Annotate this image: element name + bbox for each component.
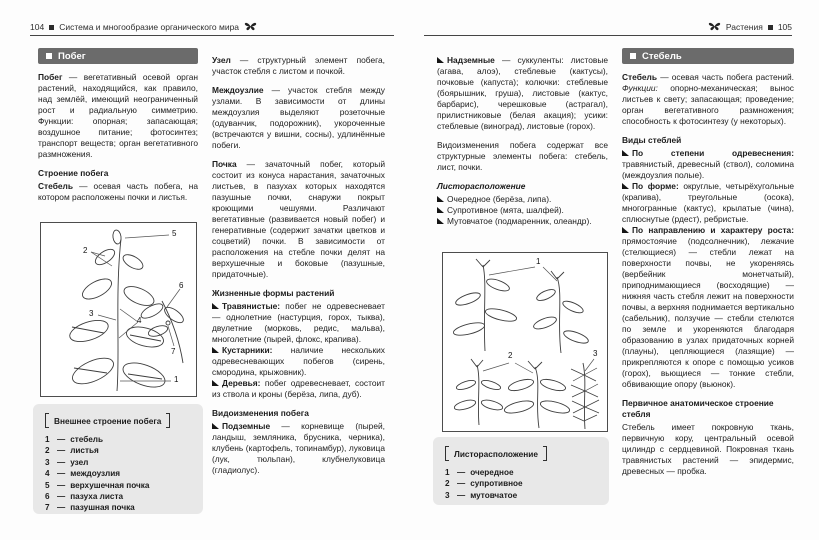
heading-vidy-steblei: Виды стеблей (622, 135, 682, 145)
butterfly-icon (244, 22, 257, 33)
bullet-podzemnye: Подземные — корневище (пырей, ландыш, земляника, брусника, черника), клубень (картофель, топинамбур), луковица (лук, тюльпан), клубнелуковица (гладиолус). (212, 421, 386, 475)
paragraph-mezhdouzlie: Междоузлие — участок стебля между узлами. В зависимости от длины междоузлия выделяют розеточные (одуванчик, подорожник), укороченные (встречаются у вишни, сосны), удлинённые побеги. (212, 85, 385, 150)
figure-label-1: 1 (536, 257, 541, 266)
label-funktsii: Функции: (622, 83, 658, 93)
section-title: Стебель (642, 50, 682, 62)
figure-label-6: 6 (179, 281, 184, 290)
figure-label-2: 2 (508, 351, 513, 360)
figure-label-2: 2 (83, 246, 88, 255)
bullet-flag-icon (437, 218, 444, 224)
bracket-left-icon (445, 446, 449, 461)
legend-item: 3 — мутовчатое (445, 490, 518, 500)
paragraph-anatomy: Стебель имеет покровную ткань, первичную кору, центральный осевой цилиндр с сердцевиной. Покровная ткань травянистых растений — эпидермис, древесных — пробка. (622, 422, 794, 476)
legend-item: 3 — узел (45, 457, 89, 467)
page-number-right: 105 (777, 22, 792, 32)
legend-item: 1 — очередное (445, 468, 514, 477)
legend-item: 1 — стебель (45, 435, 104, 444)
legend-title-box (45, 413, 170, 428)
square-separator-icon (49, 25, 54, 30)
column-pobeg-left (38, 48, 198, 211)
paragraph-stebel-definition: Стебель — осевая часть побега растений. Функции: опорно-механическая; вынос листьев к свету; запасающая; проведение; орган вегетативного размножения; способность к фотосинтезу (у некоторых). (622, 72, 795, 126)
section-header-stebel (622, 48, 794, 64)
legend-item: 2 — листья (45, 446, 99, 456)
paragraph-vidoizmeneniya-contain: Видоизменения побега содержат все структурные элементы побега: стебель, лист, почки. (437, 140, 608, 172)
bullet-po-napravleniyu: По направлению и характеру роста: прямостоячие (подсолнечник), лежачие (стелющиеся) — стебли лежат на поверхности почвы, не укореняясь (вербейник монетчатый), приподнимающиеся (восходящие) — нижняя часть стебля лежит на поверхности почвы, а верхняя поднимается вертикально (сабельник), ползучие — стебли стелются по земле и укореняются благодаря образованию в узлах придаточных корней (плауны), цепляющиеся (лазящие) — прикрепляются к опоре с помощью усиков (горох), вьющиеся — тонкие стебли, обвивающие опору (вьюнок). (622, 225, 794, 389)
legend-leaf-arrangement (433, 437, 609, 505)
bullet-travyanistye: Травянистые: побег не одревесневает — однолетние (настурция, горох, тыква), двулетние (морковь, редис, мальва), многолетние (пырей, флокс, крапива). (212, 301, 385, 344)
bullet-mutovchatoe: Мутовчатое (подмаренник, олеандр). (437, 216, 608, 227)
term-mezhdouzlie: Междоузлие (212, 85, 264, 95)
figure-label-4: 4 (137, 316, 142, 325)
bullet-flag-icon (212, 423, 219, 429)
section-title: Побег (58, 50, 86, 62)
heading-anatomy: Первичное анатомическое строение стебля (622, 398, 774, 419)
bullet-suprotivnoe: Супротивное (мята, шалфей). (437, 205, 608, 216)
bullet-flag-icon (437, 196, 444, 202)
bullet-po-stepeni: По степени одревеснения: травянистый, древесный (ствол), соломина (междоузлия полые). (622, 148, 794, 180)
paragraph-uzel: Узел — структурный элемент побега, участок стебля с листом и почкой. (212, 55, 386, 76)
butterfly-icon (708, 22, 721, 33)
bullet-flag-icon (212, 347, 219, 353)
heading-life-forms: Жизненные формы растений (212, 288, 335, 298)
heading-stroenie-pobega: Строение побега (38, 168, 109, 178)
legend-title: Внешнее строение побега (54, 415, 162, 426)
bullet-kustarniki: Кустарники: наличие нескольких одревесневающих побегов (сирень, смородина, крыжовник). (212, 345, 385, 377)
paragraph-pochka: Почка — зачаточный побег, который состоит из конуса нарастания, зачаточных листьев, в пазухах которых находятся пазушные почки, снаружи покрыт кроющими чешуями. Различают вегетативные (развивается новый побег) и генеративные (содержит зачатки цветков и соцветий) почки. В зависимости от расположения на стебле почки делят на верхушечные и боковые (пазушные, придаточные). (212, 159, 385, 279)
term-uzel: Узел (212, 55, 231, 65)
figure-label-7: 7 (171, 347, 176, 356)
legend-item: 6 — пазуха листа (45, 492, 124, 502)
figure-label-5: 5 (172, 229, 177, 238)
legend-item: 7 — пазушная почка (45, 503, 135, 513)
legend-title-box (445, 446, 547, 461)
page-number-left: 104 (30, 22, 45, 32)
bullet-flag-icon (212, 303, 219, 309)
white-square-icon (630, 53, 636, 59)
bullet-po-forme: По форме: округлые, четырёхугольные (крапива), треугольные (осока), многогранные (кактус), крылатые (чина), сплюснутые (рдест), ребристые. (622, 181, 794, 224)
bullet-nadzemnye: Надземные — суккуленты: листовые (агава, алоэ), стеблевые (кактусы), почковые (капуста); колючки: стеблевые (боярышник, груша), листовые (кактус, барбарис), черешковые (астрагал), прилистниковые (белая акация); усики: стеблевые (виноград), листовые (горох). (437, 55, 609, 131)
bullet-flag-icon (437, 207, 444, 213)
figure-label-3: 3 (593, 349, 598, 358)
legend-title: Листорасположение (454, 448, 538, 459)
legend-item: 5 — верхушечная почка (45, 480, 150, 490)
section-header-pobeg (38, 48, 198, 64)
term-pochka: Почка (212, 159, 237, 169)
figure-label-1: 1 (174, 375, 179, 384)
running-head-right (424, 19, 792, 36)
column-rasteniya-left (437, 48, 608, 227)
bullet-flag-icon (212, 380, 219, 386)
figure-leaf-arrangement (442, 252, 608, 432)
bullet-flag-icon (622, 227, 629, 233)
bracket-right-icon (166, 413, 170, 428)
column-stebel (622, 48, 794, 477)
bracket-left-icon (45, 413, 49, 428)
figure-label-3: 3 (89, 309, 94, 318)
legend-shoot-structure (33, 404, 203, 514)
bullet-derevya: Деревья: побег одревесневает, состоит из ствола и кроны (берёза, липа, дуб). (212, 378, 385, 399)
term-pobeg: Побег (38, 72, 63, 82)
term-stebel: Стебель (38, 181, 73, 191)
bullet-ocherednoe: Очередное (берёза, липа). (437, 194, 608, 205)
paragraph-stebel-definition: Стебель — осевая часть побега, на котором расположены почки и листья. (38, 181, 198, 202)
bullet-flag-icon (437, 57, 444, 63)
bullet-flag-icon (622, 183, 629, 189)
figure-shoot-structure (40, 222, 197, 397)
term-stebel: Стебель (622, 72, 657, 82)
white-square-icon (46, 53, 52, 59)
running-title-left: Система и многообразие органического мира (59, 22, 240, 32)
paragraph-pobeg-definition: Побег — вегетативный осевой орган растений, находящийся, как правило, над землёй, имеющий неограниченный рост и радиальную симметрию. Функции: опорная; запасающая; воздушное питание; фотосинтез; транспорт веществ; орган вегетативного размножения. (38, 72, 198, 159)
column-pobeg-right (212, 48, 385, 476)
bullet-flag-icon (622, 150, 629, 156)
running-title-right: Растения (725, 22, 763, 32)
square-separator-icon (768, 25, 773, 30)
running-head-left (30, 19, 394, 36)
heading-vidoizmeneniya: Видоизменения побега (212, 408, 309, 418)
legend-item: 4 — междоузлия (45, 469, 121, 479)
bracket-right-icon (543, 446, 547, 461)
heading-listoraspolozhenie: Листорасположение (437, 181, 526, 191)
legend-item: 2 — супротивное (445, 479, 523, 489)
